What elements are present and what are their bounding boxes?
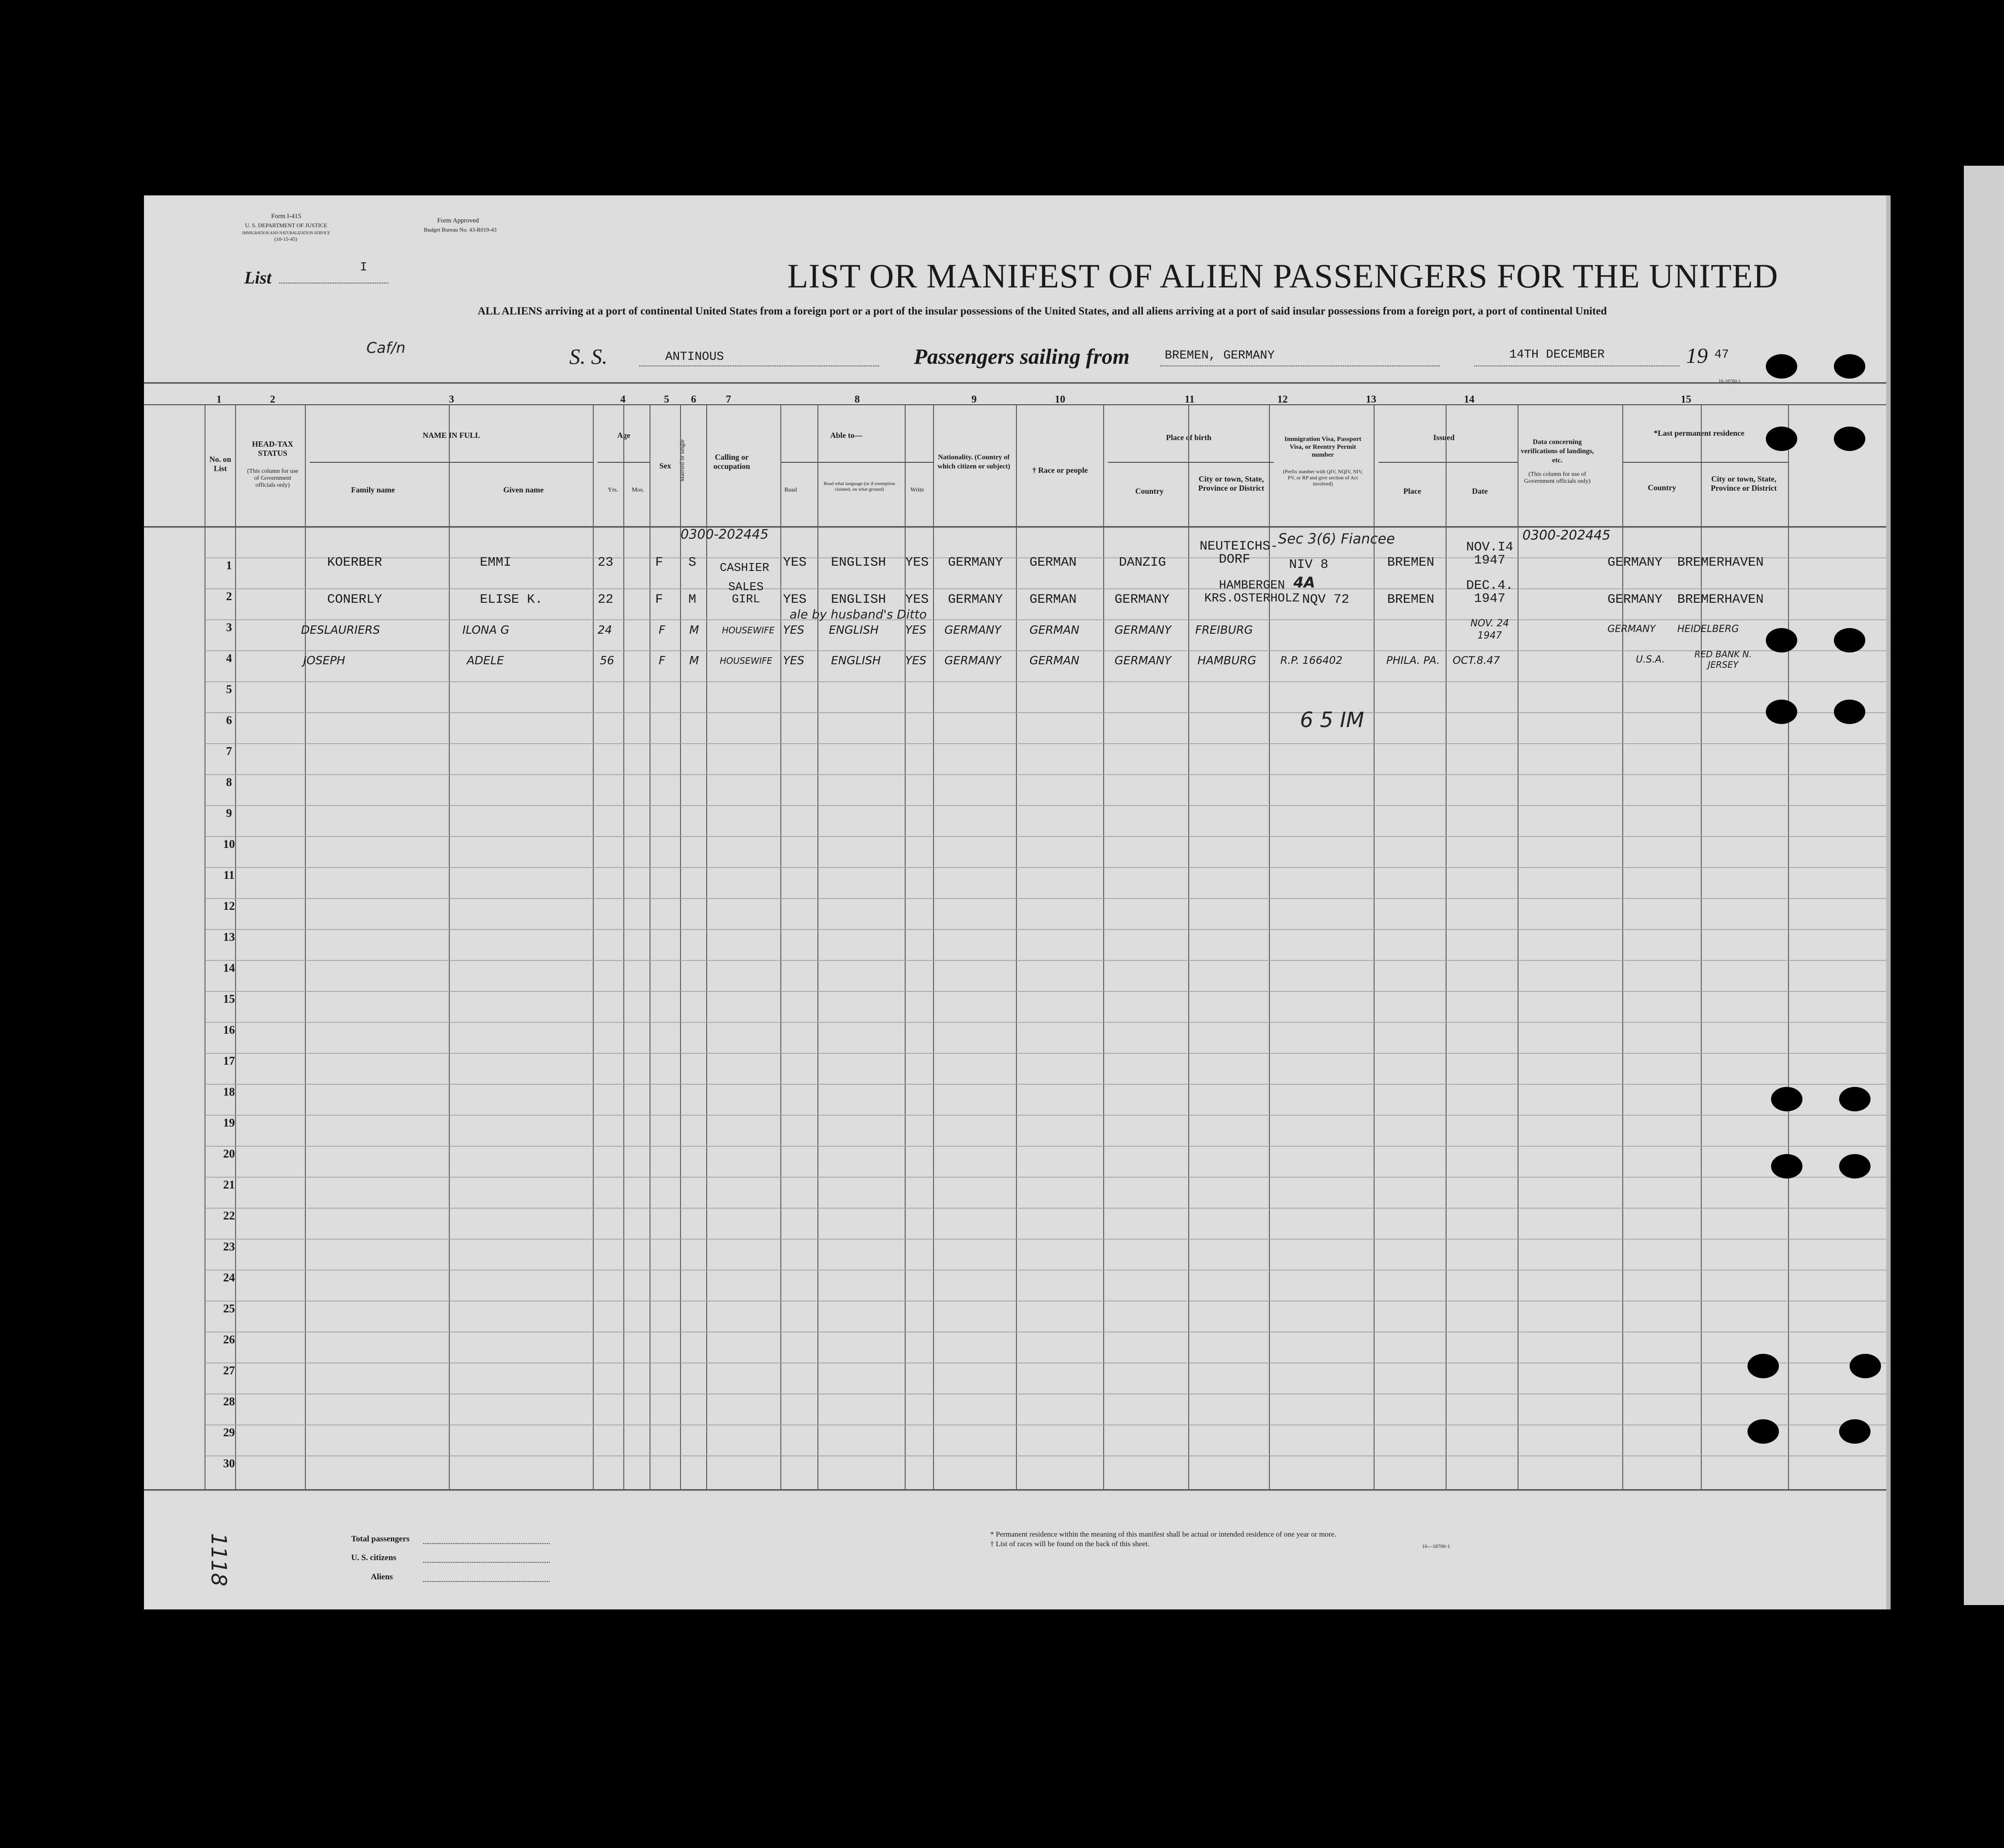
head-given-name: Given name bbox=[503, 485, 544, 494]
col-number-15: 15 bbox=[1681, 394, 1691, 405]
birth-city: FREIBURG bbox=[1195, 624, 1253, 637]
row2-mark: 4A bbox=[1293, 574, 1315, 591]
birth-country: DANZIG bbox=[1119, 555, 1166, 570]
head-yrs: Yrs. bbox=[608, 487, 618, 493]
residence-city: BREMERHAVEN bbox=[1677, 555, 1764, 570]
row-number: 21 bbox=[223, 1178, 235, 1191]
head-mos: Mos. bbox=[632, 487, 644, 493]
family-name: CONERLY bbox=[327, 592, 383, 607]
race: GERMAN bbox=[1029, 592, 1077, 607]
row3-annotation: ale by husband's Ditto bbox=[790, 607, 927, 622]
nationality: GERMANY bbox=[944, 624, 1002, 637]
read: YES bbox=[783, 624, 804, 637]
row-number: 25 bbox=[223, 1302, 235, 1315]
birth-city: HAMBURG bbox=[1197, 654, 1256, 667]
us-citizens-label: U. S. citizens bbox=[351, 1553, 397, 1562]
col-number-1: 1 bbox=[216, 394, 222, 405]
head-write: Write bbox=[910, 487, 924, 493]
col-number-3: 3 bbox=[449, 394, 454, 405]
head-read-language: Read what language (or if exemption claimed, on what ground) bbox=[824, 481, 895, 492]
birth-city: HAMBERGEN KRS.OSTERHOLZ bbox=[1204, 579, 1300, 605]
row-number: 18 bbox=[223, 1085, 235, 1098]
family-name: DESLAURIERS bbox=[301, 624, 380, 637]
row-number: 9 bbox=[226, 806, 232, 820]
binding-hole bbox=[1766, 427, 1797, 451]
row-number: 5 bbox=[226, 683, 232, 696]
read: YES bbox=[783, 555, 807, 570]
head-no-on-list: No. on List bbox=[209, 455, 231, 473]
race: GERMAN bbox=[1029, 654, 1080, 667]
head-birth-city: City or town, State, Province or District bbox=[1198, 475, 1265, 492]
binding-hole bbox=[1839, 1419, 1871, 1444]
page-title: LIST OR MANIFEST OF ALIEN PASSENGERS FOR THE UNITED bbox=[787, 257, 1778, 295]
sailing-from: BREMEN, GERMANY bbox=[1165, 349, 1275, 362]
binding-hole bbox=[1766, 628, 1797, 652]
row-number: 29 bbox=[223, 1426, 235, 1439]
residence-country: GERMANY bbox=[1607, 624, 1656, 635]
language: ENGLISH bbox=[831, 592, 886, 607]
head-last-residence: *Last permanent residence bbox=[1654, 429, 1744, 437]
row-number: 13 bbox=[223, 930, 235, 943]
occupation: CASHIER bbox=[720, 562, 769, 575]
total-passengers-blank bbox=[423, 1543, 550, 1544]
residence-city: HEIDELBERG bbox=[1677, 624, 1739, 635]
col-number-8: 8 bbox=[855, 394, 860, 405]
occupation: HOUSEWIFE bbox=[722, 625, 775, 635]
binding-hole bbox=[1839, 1087, 1871, 1111]
row-number: 20 bbox=[223, 1147, 235, 1160]
age-years: 22 bbox=[598, 592, 614, 607]
col-number-7: 7 bbox=[726, 394, 731, 405]
binding-hole bbox=[1834, 628, 1865, 652]
occupation: SALES GIRL bbox=[728, 581, 764, 606]
total-passengers-label: Total passengers bbox=[351, 1534, 410, 1544]
occupation: HOUSEWIFE bbox=[720, 656, 773, 666]
row-number: 7 bbox=[226, 745, 232, 758]
page-subtitle: ALL ALIENS arriving at a port of continental United States from a foreign port or a port of the insular possessions of the United States, and all aliens arriving at a port of said insular possessions from a foreign port, a port of continental United bbox=[478, 305, 1607, 317]
col-number-6: 6 bbox=[691, 394, 696, 405]
head-data-note: (This column for use of Government officials only) bbox=[1524, 471, 1591, 485]
row-number: 27 bbox=[223, 1364, 235, 1377]
head-name-in-full: NAME IN FULL bbox=[422, 431, 480, 440]
race: GERMAN bbox=[1029, 624, 1080, 637]
us-citizens-blank bbox=[423, 1562, 550, 1563]
family-name: JOSEPH bbox=[303, 654, 345, 667]
verification: 0300-202445 bbox=[1522, 528, 1611, 543]
footnote-residence: * Permanent residence within the meaning of this manifest shall be actual or intended residence of one year or more. bbox=[990, 1530, 1337, 1538]
print-code: 16-18700-1 bbox=[1718, 379, 1741, 384]
row-number: 12 bbox=[223, 899, 235, 912]
row-number: 10 bbox=[223, 837, 235, 851]
given-name: ADELE bbox=[467, 654, 504, 667]
aliens-label: Aliens bbox=[371, 1572, 393, 1582]
birth-city: NEUTEICHS-DORF bbox=[1200, 539, 1279, 567]
given-name: EMMI bbox=[480, 555, 512, 570]
col-number-9: 9 bbox=[971, 394, 977, 405]
visa-number: NIV 8 bbox=[1289, 557, 1329, 572]
head-place-of-birth: Place of birth bbox=[1166, 433, 1211, 442]
row-number: 19 bbox=[223, 1116, 235, 1129]
write: YES bbox=[905, 555, 929, 570]
issued-date: OCT.8.47 bbox=[1453, 654, 1500, 666]
sailing-date: 14TH DECEMBER bbox=[1509, 348, 1605, 362]
col-number-14: 14 bbox=[1464, 394, 1474, 405]
sex: F bbox=[659, 624, 665, 637]
issued-place: BREMEN bbox=[1387, 555, 1435, 570]
footnote-races: † List of races will be found on the back of this sheet. bbox=[990, 1540, 1149, 1548]
binding-hole bbox=[1771, 1154, 1802, 1178]
row-number: 30 bbox=[223, 1457, 235, 1470]
budget-bureau: Budget Bureau No. 43-R019-43 bbox=[424, 226, 497, 233]
visa-number: NQV 72 bbox=[1302, 592, 1350, 607]
age-years: 23 bbox=[598, 555, 614, 570]
married: M bbox=[689, 654, 699, 667]
residence-country: GERMANY bbox=[1607, 555, 1663, 570]
row-number: 4 bbox=[226, 652, 232, 665]
list-number: I bbox=[360, 261, 367, 274]
row-number: 23 bbox=[223, 1240, 235, 1253]
row-number: 14 bbox=[223, 961, 235, 974]
head-able-to: Able to— bbox=[830, 431, 862, 440]
read: YES bbox=[783, 654, 804, 667]
row-number: 15 bbox=[223, 992, 235, 1005]
head-married: Married or single bbox=[679, 439, 686, 482]
head-issued-place: Place bbox=[1403, 487, 1421, 495]
col-number-12: 12 bbox=[1277, 394, 1288, 405]
binding-hole bbox=[1766, 700, 1797, 724]
head-visa-note: (Prefix number with QIV, NQIV, NIV, PV, or RP and give section of Act involved) bbox=[1282, 468, 1363, 487]
adjacent-page-strip bbox=[1964, 166, 2004, 1605]
col-number-4: 4 bbox=[620, 394, 626, 405]
manifest-sheet bbox=[144, 195, 1886, 1609]
form-approved: Form Approved bbox=[437, 217, 479, 224]
row-number: 26 bbox=[223, 1333, 235, 1346]
residence-city: RED BANK N. JERSEY bbox=[1694, 649, 1752, 670]
footer-print-code: 16—18700-1 bbox=[1422, 1543, 1450, 1549]
row1-fiancee-annotation: Sec 3(6) Fiancee bbox=[1278, 530, 1395, 547]
residence-city: BREMERHAVEN bbox=[1677, 592, 1764, 607]
married: S bbox=[688, 555, 697, 570]
row1-top-annotation: 0300-202445 bbox=[681, 527, 769, 542]
language: ENGLISH bbox=[831, 555, 886, 570]
year-prefix: 19 bbox=[1686, 343, 1708, 368]
ss-label: S. S. bbox=[569, 344, 608, 369]
row-number: 24 bbox=[223, 1271, 235, 1284]
row-number: 11 bbox=[223, 868, 235, 881]
read: YES bbox=[783, 592, 807, 607]
sex: F bbox=[659, 654, 665, 667]
residence-country: U.S.A. bbox=[1636, 654, 1665, 665]
age-years: 56 bbox=[600, 654, 615, 667]
head-visa: Immigration Visa, Passport Visa, or Reentry Permit number bbox=[1284, 436, 1361, 458]
binding-hole bbox=[1834, 354, 1865, 379]
form-date-code: (10-15-45) bbox=[274, 236, 297, 242]
language: ENGLISH bbox=[829, 624, 879, 637]
issued-date: DEC.4. 1947 bbox=[1466, 578, 1514, 606]
binding-hole bbox=[1771, 1087, 1802, 1111]
row-number: 28 bbox=[223, 1395, 235, 1408]
binding-hole bbox=[1748, 1419, 1779, 1444]
row-number: 8 bbox=[226, 775, 232, 789]
department: U. S. DEPARTMENT OF JUSTICE bbox=[245, 222, 328, 229]
row-number: 6 bbox=[226, 714, 232, 727]
birth-country: GERMANY bbox=[1115, 654, 1172, 667]
binding-hole bbox=[1748, 1354, 1779, 1378]
col-number-13: 13 bbox=[1366, 394, 1376, 405]
sex: F bbox=[655, 555, 663, 570]
binding-hole bbox=[1834, 700, 1865, 724]
handwritten-mark: Caf/n bbox=[366, 339, 406, 357]
issued-date: NOV. 24 1947 bbox=[1470, 618, 1509, 641]
row-number: 16 bbox=[223, 1023, 235, 1036]
signature: 6 5 IM bbox=[1300, 708, 1364, 732]
issued-place: BREMEN bbox=[1387, 592, 1435, 607]
binding-hole bbox=[1839, 1154, 1871, 1178]
row-number: 2 bbox=[226, 590, 232, 603]
binding-hole bbox=[1850, 1354, 1881, 1378]
head-age: Age bbox=[617, 431, 630, 440]
year-suffix: 47 bbox=[1714, 348, 1729, 362]
birth-country: GERMANY bbox=[1115, 592, 1170, 607]
head-issued-date: Date bbox=[1472, 487, 1488, 495]
col-number-11: 11 bbox=[1184, 394, 1195, 405]
age-years: 24 bbox=[598, 624, 612, 637]
residence-country: GERMANY bbox=[1607, 592, 1663, 607]
head-read: Read bbox=[784, 487, 797, 493]
nationality: GERMANY bbox=[948, 592, 1003, 607]
binding-hole bbox=[1766, 354, 1797, 379]
service: IMMIGRATION AND NATURALIZATION SERVICE bbox=[242, 231, 330, 235]
birth-country: GERMANY bbox=[1115, 624, 1172, 637]
write: YES bbox=[905, 624, 927, 637]
nationality: GERMANY bbox=[948, 555, 1003, 570]
binding-hole bbox=[1834, 427, 1865, 451]
write: YES bbox=[905, 592, 929, 607]
row-number: 17 bbox=[223, 1054, 235, 1067]
head-res-country: Country bbox=[1648, 483, 1676, 492]
issued-date: NOV.I4 1947 bbox=[1466, 540, 1514, 568]
margin-number: 1118 bbox=[206, 1533, 231, 1587]
row-number: 3 bbox=[226, 621, 232, 634]
col-number-2: 2 bbox=[270, 394, 275, 405]
head-race: † Race or people bbox=[1032, 466, 1088, 475]
sailing-label: Passengers sailing from bbox=[914, 344, 1130, 369]
write: YES bbox=[905, 654, 927, 667]
race: GERMAN bbox=[1029, 555, 1077, 570]
head-data-concerning: Data concerning verifications of landings, etc. bbox=[1521, 438, 1594, 464]
head-birth-country: Country bbox=[1135, 487, 1164, 495]
head-nationality: Nationality. (Country of which citizen or subject) bbox=[937, 454, 1010, 470]
nationality: GERMANY bbox=[944, 654, 1002, 667]
row-number: 1 bbox=[226, 559, 232, 572]
issued-place: PHILA. PA. bbox=[1386, 654, 1440, 666]
list-label: List bbox=[244, 268, 272, 287]
manifest-grid bbox=[144, 195, 1886, 1609]
head-family-name: Family name bbox=[351, 485, 395, 494]
given-name: ILONA G bbox=[462, 624, 510, 637]
family-name: KOERBER bbox=[327, 555, 383, 570]
visa-number: R.P. 166402 bbox=[1280, 654, 1343, 666]
married: M bbox=[688, 592, 697, 607]
language: ENGLISH bbox=[831, 654, 881, 667]
head-head-tax: HEAD-TAX STATUS bbox=[252, 440, 294, 458]
page-edge bbox=[1886, 195, 1891, 1609]
ship-name: ANTINOUS bbox=[665, 350, 724, 364]
married: M bbox=[689, 624, 699, 637]
given-name: ELISE K. bbox=[480, 592, 543, 607]
head-issued: Issued bbox=[1433, 433, 1455, 442]
head-calling: Calling or occupation bbox=[713, 453, 750, 471]
head-sex: Sex bbox=[659, 461, 671, 470]
col-number-5: 5 bbox=[664, 394, 669, 405]
col-number-10: 10 bbox=[1055, 394, 1065, 405]
aliens-blank bbox=[423, 1581, 550, 1582]
head-head-tax-note: (This column for use of Government officials only) bbox=[247, 468, 298, 488]
head-res-city: City or town, State, Province or District bbox=[1710, 475, 1777, 492]
sex: F bbox=[655, 592, 663, 607]
row-number: 22 bbox=[223, 1209, 235, 1222]
form-number: Form I-415 bbox=[271, 213, 301, 220]
